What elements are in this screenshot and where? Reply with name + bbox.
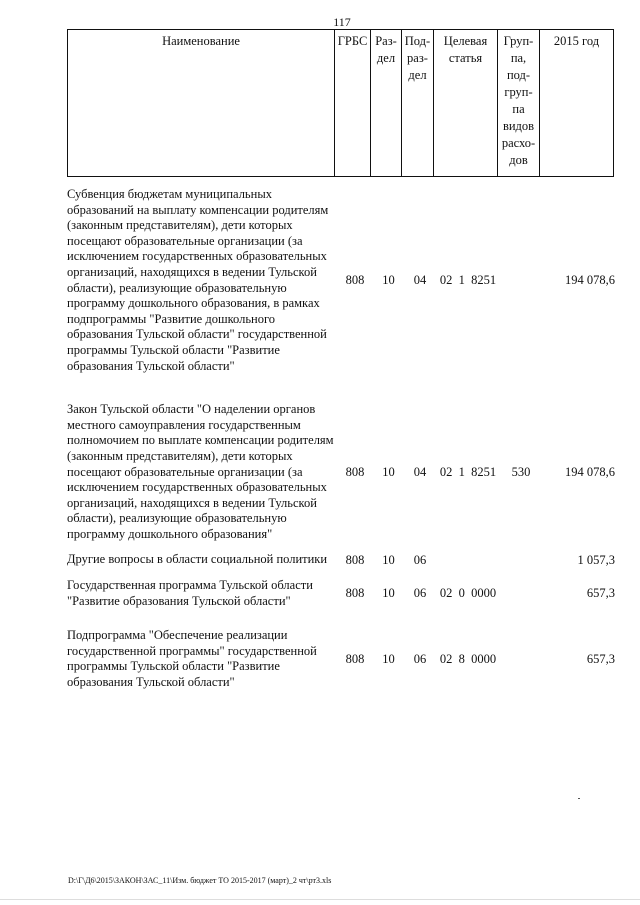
- table-row: [67, 187, 615, 374]
- row-podrazdel: 06: [413, 651, 427, 666]
- row-grbs: 808: [345, 651, 365, 666]
- row-name: Субвенция бюджетам муниципальных образований на выплату компенсации родителям (законным представителям), дети которых посещают образовательные организации (за исключением государственных образовательных организаций, находящихся в ведении Тульской области), реализующие образовательную программу дошкольного образования, в рамках подпрограммы "Развитие дошкольного образования Тульской области" государственной программы Тульской области "Развитие образования Тульской области": [67, 187, 329, 373]
- header-name: Наименование: [68, 30, 335, 177]
- row-podrazdel: 04: [413, 464, 427, 479]
- row-razdel: 10: [382, 651, 395, 666]
- row-sum: 194 078,6: [565, 273, 615, 288]
- row-name: Другие вопросы в области социальной политики: [67, 552, 328, 567]
- row-celevaya: 02 8 0000: [439, 651, 497, 666]
- page-number: 117: [333, 15, 351, 29]
- row-sum: 657,3: [586, 651, 615, 666]
- row-gruppa: 530: [511, 464, 531, 479]
- budget-rows: [67, 187, 615, 691]
- table-row: [67, 628, 615, 690]
- header-gruppa: Груп- па, под- груп- па видов расхо- дов: [498, 30, 540, 177]
- header-grbs: ГРБС: [335, 30, 371, 177]
- row-sum: 194 078,6: [565, 464, 615, 479]
- row-grbs: 808: [345, 586, 365, 601]
- row-razdel: 10: [382, 552, 395, 567]
- row-name: Подпрограмма "Обеспечение реализации государственной программы" государственной программы Тульской области "Развитие образования Тульской области": [67, 628, 317, 690]
- row-celevaya: 02 0 0000: [439, 586, 497, 601]
- row-podrazdel: 06: [413, 586, 427, 601]
- header-table: [67, 29, 614, 177]
- row-grbs: 808: [345, 464, 365, 479]
- header-podrazdel: Под- раз- дел: [402, 30, 434, 177]
- row-name: Закон Тульской области "О наделении органов местного самоуправления государственным полномочием по выплате компенсации родителям (законным представителям), дети которых посещают образовательные организации (за исключением государственных образовательных организаций, находящихся в ведении Тульской области), реализующие образовательную программу дошкольного образования": [67, 402, 334, 541]
- row-razdel: 10: [382, 273, 395, 288]
- header-celevaya: Целевая статья: [434, 30, 498, 177]
- file-path-footer: D:\Г\Д6\2015\ЗАКОН\ЗАС_11\Изм. бюджет ТО 2015-2017 (март)_2 чт\рт3.xls: [68, 876, 332, 885]
- row-sum: 657,3: [586, 586, 615, 601]
- row-sum: 1 057,3: [577, 552, 615, 567]
- row-podrazdel: 04: [413, 273, 427, 288]
- table-row: [67, 402, 615, 542]
- scan-edge-line: [0, 899, 640, 900]
- row-name: Государственная программа Тульской области "Развитие образования Тульской области": [67, 578, 313, 608]
- table-row: [67, 578, 615, 609]
- header-year: 2015 год: [540, 30, 614, 177]
- row-razdel: 10: [382, 586, 395, 601]
- table-row: [67, 552, 615, 568]
- row-grbs: 808: [345, 273, 365, 288]
- row-grbs: 808: [345, 552, 365, 567]
- row-razdel: 10: [382, 464, 395, 479]
- row-celevaya: 02 1 8251: [439, 273, 497, 288]
- header-razdel: Раз- дел: [371, 30, 402, 177]
- row-podrazdel: 06: [413, 552, 427, 567]
- scan-speck: [578, 798, 580, 799]
- row-celevaya: 02 1 8251: [439, 464, 497, 479]
